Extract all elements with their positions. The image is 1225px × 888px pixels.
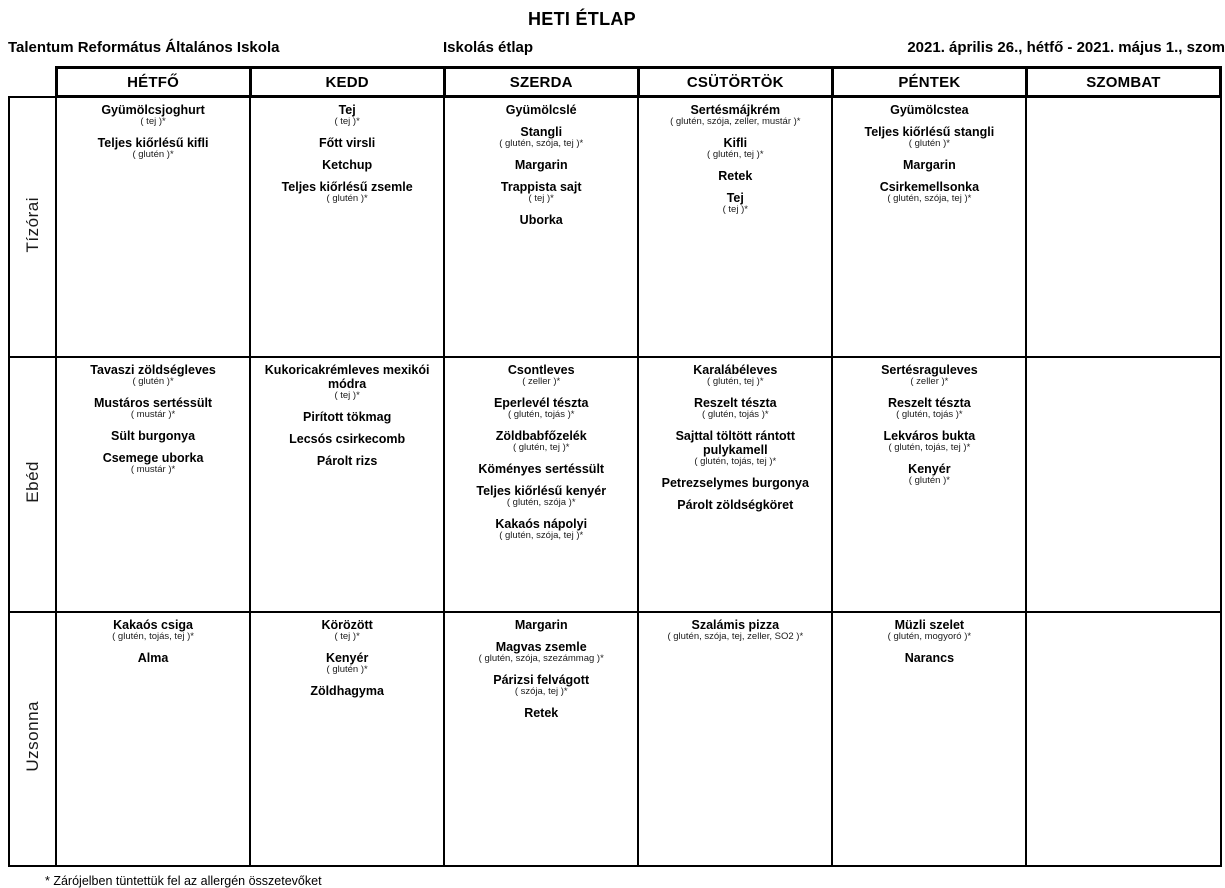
menu-cell xyxy=(832,612,1026,866)
menu-item-allergens: ( glutén, tojás )* xyxy=(507,408,575,420)
menu-item xyxy=(643,429,827,468)
menu-item-name: Párolt zöldségköret xyxy=(677,497,794,512)
menu-item-allergens: ( glutén, tojás, tej )* xyxy=(112,631,194,642)
menu-item-allergens: ( zeller )* xyxy=(910,376,949,387)
menu-item-allergens: ( tej )* xyxy=(140,116,166,127)
menu-item xyxy=(449,180,633,205)
menu-item xyxy=(837,462,1021,487)
menu-item xyxy=(255,103,439,128)
menu-item xyxy=(449,103,633,117)
menu-item-name: Körözött xyxy=(321,618,373,632)
menu-cell xyxy=(638,357,832,612)
menu-item-name: Köményes sertéssült xyxy=(478,461,605,476)
menu-item-name: Tej xyxy=(338,103,356,117)
menu-item-name: Gyümölcstea xyxy=(890,103,969,117)
menu-item-name: Petrezselymes burgonya xyxy=(661,475,809,490)
menu-item-name: Szalámis pizza xyxy=(691,618,780,632)
menu-item-name: Párizsi felvágott xyxy=(493,672,590,687)
menu-item-name: Csemege uborka xyxy=(102,450,204,465)
menu-item xyxy=(61,363,245,388)
meal-row xyxy=(9,97,1221,358)
menu-item-name: Magvas zsemle xyxy=(495,640,587,654)
menu-item xyxy=(255,180,439,205)
menu-item-name: Kakaós nápolyi xyxy=(495,516,588,531)
school-name: Talentum Református Általános Iskola xyxy=(8,39,280,56)
menu-item-name: Párolt rizs xyxy=(316,453,378,468)
subheader xyxy=(0,39,1225,63)
day-header-6: SZOMBAT xyxy=(1026,68,1220,97)
menu-item-name: Margarin xyxy=(902,157,956,172)
menu-item xyxy=(837,103,1021,117)
menu-item xyxy=(449,363,633,388)
menu-item-name: Lekváros bukta xyxy=(883,428,976,443)
meal-row xyxy=(9,357,1221,612)
menu-item xyxy=(61,429,245,443)
menu-item xyxy=(61,651,245,665)
menu-cell xyxy=(56,97,250,358)
menu-item-name: Reszelt tészta xyxy=(693,395,777,410)
menu-item-allergens: ( glutén, szója, tej )* xyxy=(499,138,584,149)
menu-item-name: Pirított tökmag xyxy=(303,409,392,424)
menu-item-name: Sertésmájkrém xyxy=(690,103,781,117)
meal-row xyxy=(9,612,1221,866)
menu-item xyxy=(449,396,633,421)
menu-item-name: Zöldhagyma xyxy=(310,683,384,698)
menu-cell xyxy=(444,357,638,612)
menu-cell xyxy=(444,97,638,358)
menu-item-name: Tej xyxy=(726,190,744,205)
menu-item-name: Narancs xyxy=(904,650,955,665)
allergen-footnote: * Zárójelben tüntettük fel az allergén összetevőket xyxy=(45,874,322,888)
menu-item-name: Tavaszi zöldségleves xyxy=(90,363,216,377)
menu-item-name: Zöldbabfőzelék xyxy=(495,428,587,443)
menu-item xyxy=(449,429,633,454)
menu-cell xyxy=(250,612,444,866)
menu-cell xyxy=(1026,357,1220,612)
menu-item-allergens: ( glutén )* xyxy=(132,148,174,160)
menu-item xyxy=(255,432,439,446)
menu-cell xyxy=(832,357,1026,612)
day-header-2: KEDD xyxy=(250,68,444,97)
menu-cell xyxy=(832,97,1026,358)
menu-item xyxy=(449,673,633,698)
menu-item-name: Retek xyxy=(524,705,559,720)
menu-item xyxy=(837,363,1021,388)
menu-item-allergens: ( szója, tej )* xyxy=(514,685,568,697)
menu-type-label: Iskolás étlap xyxy=(443,39,534,56)
menu-item xyxy=(643,498,827,512)
menu-cell xyxy=(56,357,250,612)
menu-item-allergens: ( glutén, tej )* xyxy=(707,148,764,160)
meal-row-label: Uzsonna xyxy=(22,701,42,772)
menu-cell xyxy=(1026,612,1220,866)
menu-item xyxy=(449,484,633,509)
menu-item-allergens: ( zeller )* xyxy=(522,376,561,387)
menu-item-name: Ketchup xyxy=(322,157,373,172)
menu-item xyxy=(255,158,439,172)
menu-cell xyxy=(444,612,638,866)
menu-item xyxy=(837,618,1021,643)
menu-item-name: Kenyér xyxy=(908,461,951,476)
menu-item-allergens: ( glutén, szója, tej, zeller, SO2 )* xyxy=(667,631,804,642)
menu-item xyxy=(643,618,827,643)
menu-item-name: Gyümölcslé xyxy=(505,103,577,117)
menu-item-name: Teljes kiőrlésű kifli xyxy=(97,135,209,150)
menu-item-allergens: ( tej )* xyxy=(334,631,360,642)
menu-item-allergens: ( glutén, tej )* xyxy=(707,376,764,387)
menu-item-name: Alma xyxy=(137,650,169,665)
menu-item-name: Kifli xyxy=(723,135,748,150)
menu-item-allergens: ( glutén, mogyoró )* xyxy=(887,631,972,642)
menu-item-allergens: ( glutén, szója, zeller, mustár )* xyxy=(670,116,801,127)
meal-row-label-cell xyxy=(9,612,56,866)
menu-item xyxy=(449,517,633,542)
meal-row-label: Ebéd xyxy=(22,461,42,503)
menu-item xyxy=(449,158,633,172)
menu-item-name: Trappista sajt xyxy=(500,179,582,194)
menu-item xyxy=(643,363,827,388)
menu-item-allergens: ( glutén )* xyxy=(908,474,950,486)
menu-item-name: Margarin xyxy=(514,157,568,172)
menu-cell xyxy=(250,357,444,612)
menu-item-allergens: ( glutén )* xyxy=(326,663,368,675)
menu-item-name: Reszelt tészta xyxy=(888,395,971,410)
menu-item-allergens: ( glutén )* xyxy=(326,192,368,204)
menu-item-name: Retek xyxy=(718,168,753,183)
menu-item xyxy=(643,396,827,421)
menu-item-allergens: ( mustár )* xyxy=(130,408,176,420)
menu-item-name: Teljes kiőrlésű kenyér xyxy=(476,483,607,498)
menu-item-name: Teljes kiőrlésű zsemle xyxy=(281,179,413,194)
menu-item xyxy=(643,191,827,216)
menu-item-name: Kenyér xyxy=(325,650,369,665)
menu-item-allergens: ( glutén, tojás )* xyxy=(702,408,769,420)
menu-item xyxy=(255,363,439,402)
menu-item-name: Uborka xyxy=(519,212,563,227)
menu-item-allergens: ( glutén, tej )* xyxy=(512,441,570,453)
menu-item-name: Sertésraguleves xyxy=(881,363,978,377)
menu-item-allergens: ( glutén, tojás )* xyxy=(896,408,963,420)
meal-row-label-cell xyxy=(9,97,56,358)
menu-item-allergens: ( tej )* xyxy=(722,203,748,215)
day-header-5: PÉNTEK xyxy=(832,68,1026,97)
menu-cell xyxy=(1026,97,1220,358)
menu-item xyxy=(255,618,439,643)
menu-item-name: Karalábéleves xyxy=(693,363,778,377)
meal-row-label: Tízórai xyxy=(22,196,42,252)
menu-item xyxy=(449,640,633,665)
menu-item-name: Mustáros sertéssült xyxy=(94,395,213,410)
menu-item xyxy=(643,103,827,128)
menu-item-allergens: ( glutén, szója, szezámmag )* xyxy=(478,653,604,664)
menu-item-name: Csirkemellsonka xyxy=(879,179,980,194)
menu-item-allergens: ( mustár )* xyxy=(130,463,176,475)
menu-item-allergens: ( tej )* xyxy=(528,192,554,204)
menu-item xyxy=(61,136,245,161)
menu-item xyxy=(61,396,245,421)
menu-item-allergens: ( glutén, szója )* xyxy=(506,496,576,508)
menu-item xyxy=(837,180,1021,205)
day-header-4: CSÜTÖRTÖK xyxy=(638,68,832,97)
menu-item-allergens: ( glutén, szója, tej )* xyxy=(887,192,972,204)
menu-item-name: Sajttal töltött rántott pulykamell xyxy=(675,428,795,457)
menu-item-allergens: ( glutén )* xyxy=(132,376,174,387)
menu-item xyxy=(449,462,633,476)
menu-item-name: Csontleves xyxy=(507,363,575,377)
menu-item xyxy=(837,429,1021,454)
day-header-1: HÉTFŐ xyxy=(56,68,250,97)
menu-item-allergens: ( glutén, szója, tej )* xyxy=(499,529,584,541)
menu-item-name: Főtt virsli xyxy=(319,135,376,150)
menu-item-name: Stangli xyxy=(520,125,563,139)
menu-item-name: Sült burgonya xyxy=(111,428,196,443)
menu-item-allergens: ( glutén, tojás, tej )* xyxy=(694,455,777,467)
menu-item xyxy=(255,454,439,468)
menu-item-allergens: ( tej )* xyxy=(334,390,360,401)
menu-item-name: Kukoricakrémleves mexikói módra xyxy=(264,363,430,391)
menu-item-allergens: ( tej )* xyxy=(334,116,360,127)
menu-item xyxy=(255,136,439,150)
menu-item xyxy=(837,396,1021,421)
menu-item xyxy=(255,410,439,424)
menu-cell xyxy=(638,97,832,358)
menu-item xyxy=(643,169,827,183)
menu-cell xyxy=(638,612,832,866)
menu-item-name: Margarin xyxy=(514,618,568,632)
menu-item xyxy=(643,136,827,161)
menu-item xyxy=(449,618,633,632)
menu-item xyxy=(61,618,245,643)
menu-item xyxy=(255,651,439,676)
menu-item xyxy=(449,706,633,720)
menu-item-name: Müzli szelet xyxy=(894,618,965,632)
menu-table xyxy=(8,66,1222,867)
menu-item-name: Lecsós csirkecomb xyxy=(289,431,406,446)
menu-item xyxy=(255,684,439,698)
menu-cell xyxy=(250,97,444,358)
menu-item-name: Teljes kiőrlésű stangli xyxy=(864,125,995,139)
menu-item-allergens: ( glutén )* xyxy=(908,138,950,149)
corner-cell xyxy=(9,68,56,97)
menu-item-name: Kakaós csiga xyxy=(113,618,194,632)
day-header-3: SZERDA xyxy=(444,68,638,97)
menu-item xyxy=(449,125,633,150)
menu-item-allergens: ( glutén, tojás, tej )* xyxy=(888,441,971,453)
menu-item xyxy=(643,476,827,490)
menu-item-name: Eperlevél tészta xyxy=(493,395,589,410)
menu-item xyxy=(837,651,1021,665)
page-title: HETI ÉTLAP xyxy=(527,9,636,29)
menu-item xyxy=(837,158,1021,172)
date-range: 2021. április 26., hétfő - 2021. május 1., szom xyxy=(907,39,1225,56)
menu-item-name: Gyümölcsjoghurt xyxy=(101,103,205,117)
menu-item xyxy=(61,103,245,128)
day-header-row xyxy=(9,68,1221,97)
menu-cell xyxy=(56,612,250,866)
menu-item xyxy=(61,451,245,476)
menu-item xyxy=(449,213,633,227)
meal-row-label-cell xyxy=(9,357,56,612)
menu-item xyxy=(837,125,1021,150)
